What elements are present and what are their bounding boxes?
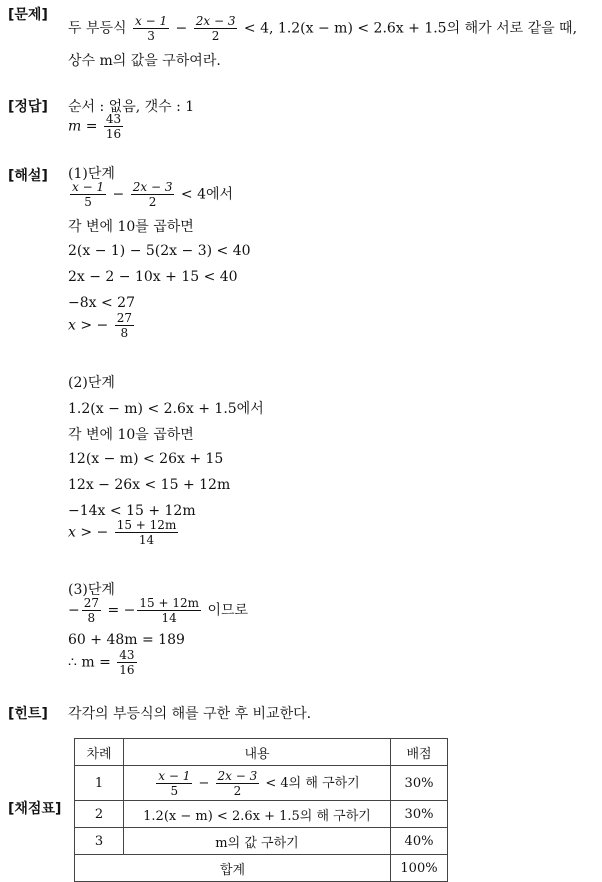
step1-fraction-a: $\frac{x - 1}{5}$ — [72, 180, 105, 209]
hint-text: 각각의 부등식의 해를 구한 후 비교한다. — [68, 706, 312, 722]
step2-line-3: 12(x − m) < 26x + 15 — [68, 451, 224, 467]
problem-mid: < 4, 1.2(x − m) < 2.6x + 1.5 — [243, 20, 447, 37]
step1-title: (1)단계 — [68, 166, 115, 182]
hint-label: [힌트] — [8, 706, 48, 722]
step1-line-6: x > − $\frac{27}{8}$ — [68, 311, 132, 340]
problem-line-1: 두 부등식 $\frac{x - 1}{3}$ − $\frac{2x - 3}{2}$ < 4, 1.2(x − m) < 2.6x + 1.5의 해가 서로 같을 때, — [68, 14, 578, 43]
answer-label: [정답] — [8, 99, 48, 115]
step3-fraction-b: $\frac{15 + 12m}{14}$ — [139, 596, 199, 625]
row1-content: $\frac{x - 1}{5}$ − $\frac{2x - 3}{2}$ < 4의 해 구하기 — [124, 766, 391, 801]
table-row: 1 $\frac{x - 1}{5}$ − $\frac{2x - 3}{2}$ < 4의 해 구하기 30% — [75, 766, 448, 801]
step3-title: (3)단계 — [68, 582, 115, 598]
step3-fraction-c: $\frac{43}{16}$ — [119, 648, 135, 677]
problem-fraction-a: $\frac{x - 1}{3}$ — [135, 14, 168, 43]
step2-line-5: −14x < 15 + 12m — [68, 503, 196, 519]
step2-line-6: x > − $\frac{15 + 12m}{14}$ — [68, 518, 177, 547]
rubric-table — [74, 738, 448, 882]
problem-line-2: 상수 m의 값을 구하여라. — [68, 53, 221, 69]
rubric-label: [채점표] — [8, 801, 62, 817]
table-row: 3 m의 값 구하기 40% — [75, 828, 448, 855]
step2-fraction: $\frac{15 + 12m}{14}$ — [116, 518, 177, 547]
problem-prefix: 두 부등식 — [68, 20, 127, 37]
answer-line-1: 순서 : 없음, 갯수 : 1 — [68, 99, 195, 115]
step2-line-4: 12x − 26x < 15 + 12m — [68, 477, 231, 493]
answer-fraction: $\frac{43}{16}$ — [105, 112, 122, 141]
step1-fraction-c: $\frac{27}{8}$ — [116, 311, 132, 340]
problem-suffix: 의 해가 서로 같을 때, — [446, 20, 578, 37]
step1-line-2: 각 변에 10를 곱하면 — [68, 219, 194, 235]
solution-label: [해설] — [8, 168, 48, 184]
step1-line-1: $\frac{x - 1}{5}$ − $\frac{2x - 3}{2}$ < 4에서 — [72, 180, 234, 209]
answer-line-2: m = $\frac{43}{16}$ — [68, 112, 122, 141]
header-score: 배점 — [391, 739, 448, 766]
problem-fraction-b: $\frac{2x - 3}{2}$ — [195, 14, 236, 43]
step3-line-3: ∴ m = $\frac{43}{16}$ — [68, 648, 135, 677]
table-row — [75, 739, 448, 766]
step2-title: (2)단계 — [68, 375, 115, 391]
header-no: 차례 — [75, 739, 124, 766]
step1-line-5: −8x < 27 — [68, 295, 135, 311]
header-content: 내용 — [124, 739, 391, 766]
step1-line-3: 2(x − 1) − 5(2x − 3) < 40 — [68, 243, 251, 259]
step3-line-1: − $\frac{27}{8}$ = − $\frac{15 + 12m}{14}$ 이므로 — [68, 596, 249, 625]
step3-line-2: 60 + 48m = 189 — [68, 632, 185, 648]
table-row: 2 1.2(x − m) < 2.6x + 1.5의 해 구하기 30% — [75, 801, 448, 828]
problem-label: [문제] — [8, 7, 48, 23]
step2-line-1: 1.2(x − m) < 2.6x + 1.5에서 — [68, 401, 264, 417]
step1-fraction-b: $\frac{2x - 3}{2}$ — [132, 180, 173, 209]
step3-fraction-a: $\frac{27}{8}$ — [83, 596, 100, 625]
step1-line-4: 2x − 2 − 10x + 15 < 40 — [68, 269, 238, 285]
table-row: 합계 100% — [75, 855, 448, 882]
step2-line-2: 각 변에 10을 곱하면 — [68, 427, 194, 443]
